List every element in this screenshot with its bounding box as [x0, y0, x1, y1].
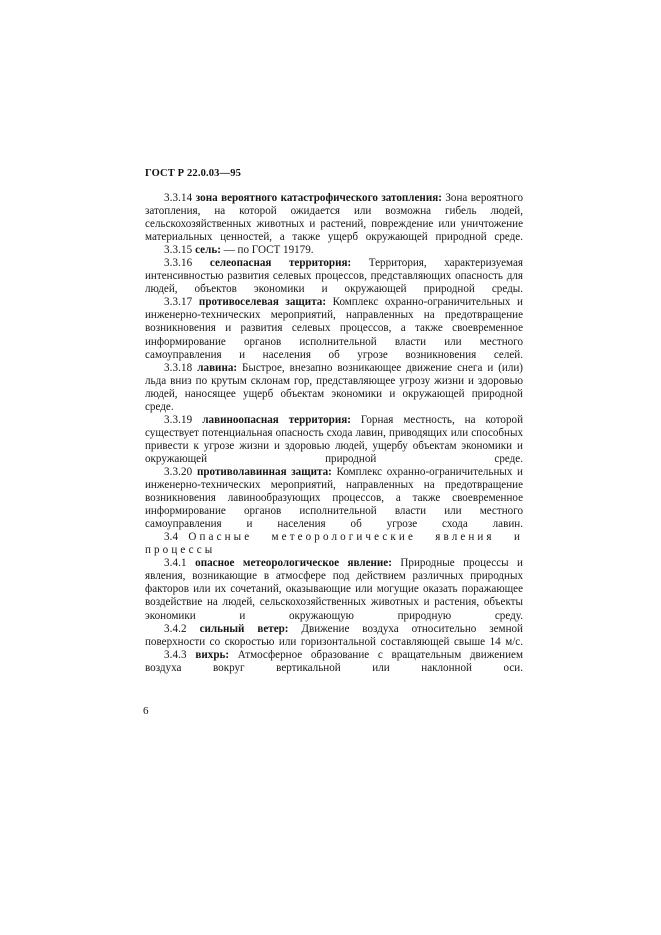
clause-definition: Природные процессы и явления, возникающие в атмосфере под действием различных природных факторов или их сочетаний, оказывающие или могущие оказать поражающее воздействие на людей, сельскохозяйственных животных и растения, объекты экономики и окружающую природную среду.: [145, 557, 523, 622]
clause-number: 3.4.2: [164, 622, 187, 635]
body-text-column: [145, 192, 523, 675]
clause-3-4-2: [145, 623, 523, 649]
clause-definition: — по ГОСТ 19179.: [223, 244, 314, 257]
clause-number: 3.3.20: [164, 465, 193, 478]
clause-definition: Комплекс охранно-ограничительных и инженерно-технических мероприятий, направленных на предотвращение возникновения и развития селевых процессов, а также своевременное информирование органов исполнительной власти или местного самоуправления и населения об угрозе возникновения селей.: [145, 296, 523, 361]
clause-term: лавиноопасная территория:: [202, 413, 351, 426]
clause-number: 3.3.19: [164, 413, 193, 426]
clause-number: 3.3.17: [164, 296, 193, 309]
clause-3-3-20: [145, 466, 523, 531]
clause-definition: Движение воздуха относительно земной поверхности со скоростью или горизонтальной составляющей свыше 14 м/с.: [145, 622, 523, 648]
clause-number: 3.4.3: [164, 648, 187, 661]
clause-term: опасное метеорологическое явление:: [195, 557, 392, 570]
clause-3-4-3: [145, 649, 523, 675]
clause-term: сель:: [195, 244, 221, 257]
clause-3-4-1: [145, 557, 523, 622]
clause-term: противоселевая защита:: [198, 296, 327, 309]
clause-term: лавина:: [197, 361, 238, 374]
clause-3-3-16: [145, 257, 523, 296]
clause-definition: Быстрое, внезапно возникающее движение снега и (или) льда вниз по крутым склонам гор, представляющее угрозу жизни и здоровью людей, наносящее ущерб объектам экономики и окружающей природной среде.: [145, 361, 523, 413]
clause-term: зона вероятного катастрофического затопления:: [195, 192, 442, 204]
page-number: 6: [143, 705, 149, 717]
clause-number: 3.3.15: [164, 244, 193, 257]
clause-term: сильный ветер:: [199, 622, 289, 635]
clause-term: вихрь:: [195, 648, 230, 661]
clause-3-3-19: [145, 414, 523, 466]
clause-definition: Территория, характеризуемая интенсивностью развития селевых процессов, представляющих опасность для людей, объектов экономики и окружающей природной среды.: [145, 257, 523, 296]
clause-definition: Комплекс охранно-ограничительных и инженерно-технических мероприятий, направленных на предотвращение возникновения лавинообразующих процессов, а также своевременное информирование органов исполнительной власти или местного самоуправления и населения об угрозе схода лавин.: [145, 465, 523, 531]
clause-3-3-17: [145, 296, 523, 361]
clause-number: 3.3.16: [164, 257, 193, 270]
clause-number: 3.3.14: [164, 192, 193, 204]
clause-term: селеопасная территория:: [209, 257, 352, 270]
clause-definition: Атмосферное образование с вращательным движением воздуха вокруг вертикальной или наклонной оси.: [145, 648, 523, 674]
clause-3-3-18: [145, 362, 523, 414]
running-header-standard-number: ГОСТ Р 22.0.03—95: [145, 168, 242, 179]
clause-3-3-14: [145, 192, 523, 244]
clause-definition: Горная местность, на которой существует потенциальная опасность схода лавин, приводящих или способных привести к угрозе жизни и здоровью людей, ущербу объектам экономики и окружающей природной среде.: [145, 413, 524, 465]
clause-3-3-15: [145, 244, 523, 257]
section-heading-3-4: [145, 531, 523, 557]
clause-term: противолавинная защита:: [196, 465, 332, 478]
clause-number: 3.3.18: [164, 361, 193, 374]
clause-definition: Зона вероятного затопления, на которой ожидается или возможна гибель людей, сельскохозяйственных животных и растений, повреждение или уничтожение материальных ценностей, а также ущерб окружающей природной среде.: [145, 192, 523, 244]
section-heading-number: 3.4: [164, 531, 179, 544]
clause-number: 3.4.1: [164, 557, 187, 570]
section-heading-title: Опасные метеорологические явления и процессы: [145, 531, 523, 557]
